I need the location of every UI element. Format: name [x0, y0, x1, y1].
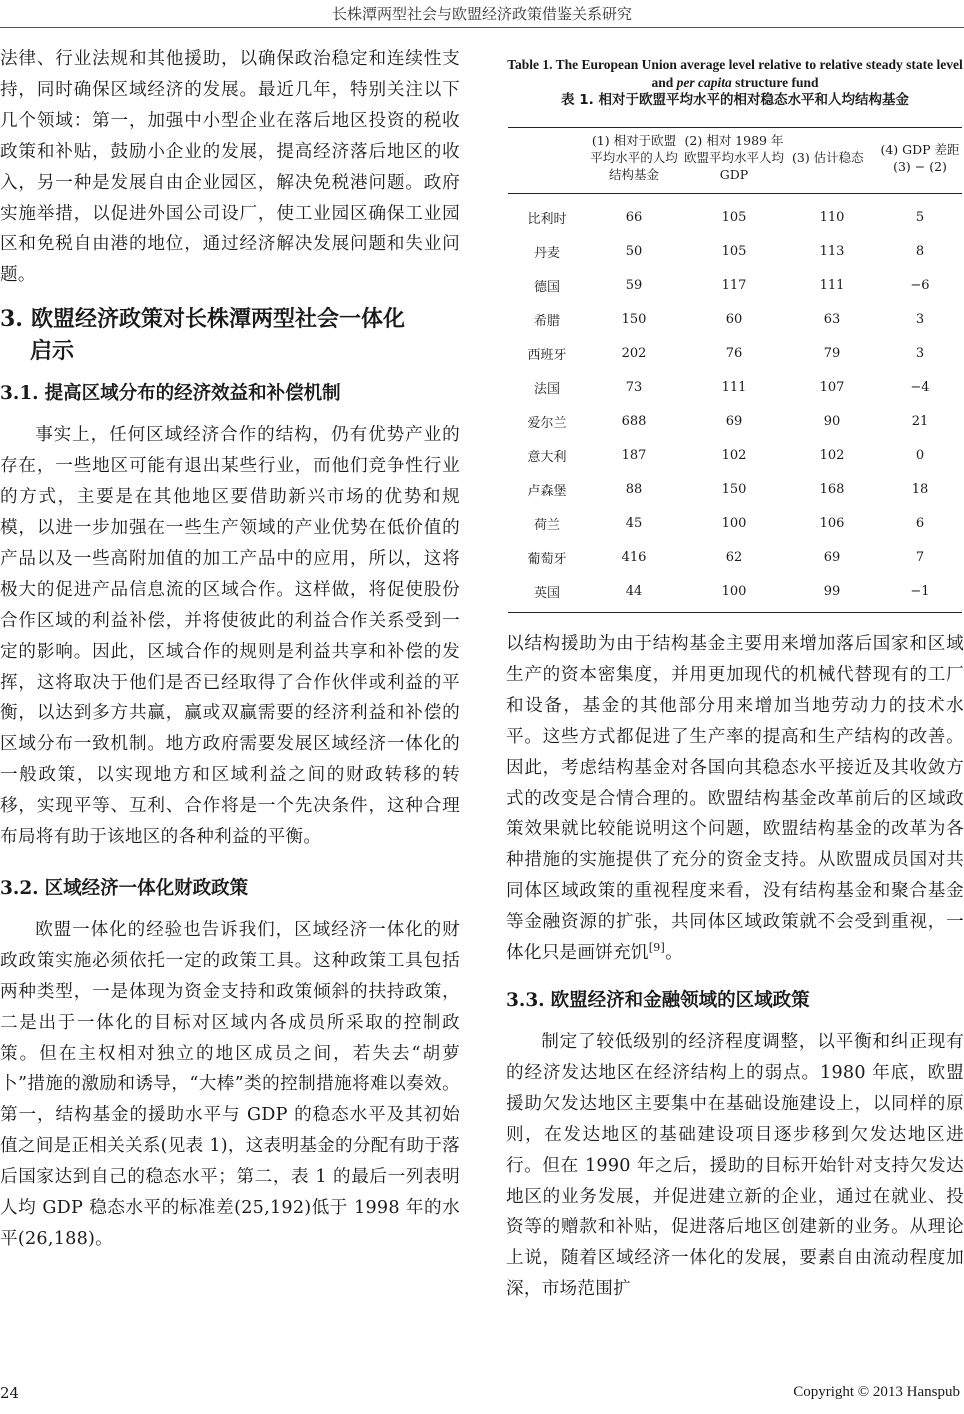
table-row — [508, 404, 962, 438]
cell-c3: 106 — [819, 515, 845, 531]
cell-country: 希腊 — [533, 313, 560, 329]
cell-c4: −4 — [910, 379, 930, 395]
citation: [9] — [648, 941, 666, 955]
cell-c4: 5 — [915, 209, 925, 225]
cell-c4: 6 — [915, 515, 925, 531]
cell-c2: 105 — [721, 209, 747, 225]
cell-country: 德国 — [533, 279, 560, 295]
cell-country: 英国 — [508, 574, 586, 613]
cell-c2: 62 — [725, 549, 743, 565]
cell-country: 爱尔兰 — [527, 415, 567, 431]
cell-c3: 99 — [786, 574, 878, 613]
section-3-heading — [0, 303, 460, 368]
cell-c1: 187 — [621, 447, 647, 463]
paragraph-after-table: 以结构援助为由于结构基金主要用来增加落后国家和区域生产的资本密集度，并用更加现代的机械代替现有的工厂和设备，基金的其他部分用来增加当地劳动力的技术水平。这些方式都促进了生产率的提高和生产结构的改善。因此，考虑结构基金对各国向其稳态水平接近及其收敛方式的改变是合情合理的。欧盟结构基金改革前后的区域政策效果就比较能说明这个问题，欧盟结构基金的改革为各种措施的实施提供了充分的资金支持。从欧盟成员国对共同体区域政策的重视程度来看，没有结构基金和聚合基金等金融资源的扩张，共同体区域政策就不会受到重视，一体化只是画饼充饥[9]。 — [506, 634, 964, 964]
cell-country: 卢森堡 — [527, 483, 567, 499]
table-row — [508, 574, 962, 613]
cell-country: 葡萄牙 — [527, 551, 567, 567]
data-table — [508, 127, 962, 613]
cell-c2: 69 — [725, 413, 743, 429]
table-row — [508, 506, 962, 540]
cell-c3: 107 — [819, 379, 845, 395]
cell-c2: 100 — [721, 515, 747, 531]
paragraph-continued: 法律、行业法规和其他援助，以确保政治稳定和连续性支持，同时确保区域经济的发展。最近几年，特别关注以下几个领域：第一，加强中小型企业在落后地区投资的税收政策和补贴，鼓励小企业的发展，提高经济落后地区的收入，另一种是发展自由企业园区，解决免税港问题。政府实施举措，以促进外国公司设厂，使工业园区确保工业园区和免税自由港的地位，通过经济解决发展问题和失业问题。 — [0, 49, 460, 286]
table-row — [508, 540, 962, 574]
cell-c4: 21 — [911, 413, 929, 429]
cell-country: 丹麦 — [533, 245, 560, 261]
section-3-2-number: 3.2. — [0, 877, 39, 899]
caption-italic: per capita — [676, 74, 732, 90]
cell-country: 西班牙 — [527, 347, 567, 363]
cell-c1: 45 — [625, 515, 643, 531]
cell-c2: 111 — [721, 379, 747, 395]
table-row — [508, 194, 962, 235]
header-rule — [0, 27, 964, 28]
cell-c2: 102 — [721, 447, 747, 463]
table-row — [508, 302, 962, 336]
cell-c4: −6 — [910, 277, 930, 293]
table-row — [508, 370, 962, 404]
cell-c2: 150 — [721, 481, 747, 497]
table-caption-cn: 表 1. 相对于欧盟平均水平的相对稳态水平和人均结构基金 — [561, 92, 909, 108]
paragraph-3-2: 欧盟一体化的经验也告诉我们，区域经济一体化的财政政策实施必须依托一定的政策工具。这种政策工具包括两种类型，一是体现为资金支持和政策倾斜的扶持政策，二是出于一体化的目标对区域内各成员所采取的控制政策。但在主权相对独立的地区成员之间，若失去“胡萝卜”措施的激励和诱导，“大棒”类的控制措施将难以奏效。第一，结构基金的援助水平与 GDP 的稳态水平及其初始值之间是正相关关系(见表 1)，这表明基金的分配有助于落后国家达到自己的稳态水平；第二，表 1 的最后一列表明人均 GDP 稳态水平的标准差(25,192)低于 1998 年的水平(26,188)。 — [0, 919, 460, 1249]
cell-c4: 0 — [915, 447, 925, 463]
section-3-title-line2: 启示 — [30, 339, 75, 365]
cell-c1: 88 — [625, 481, 643, 497]
section-3-3-number: 3.3. — [506, 989, 545, 1011]
cell-c3: 79 — [823, 345, 841, 361]
cell-c4: 8 — [915, 243, 925, 259]
header-col3: (3) 估计稳态 — [786, 128, 878, 194]
table-row — [508, 438, 962, 472]
cell-c3: 111 — [819, 277, 845, 293]
cell-c4: 18 — [911, 481, 929, 497]
cell-c4: 3 — [915, 345, 925, 361]
section-3-3-title: 欧盟经济和金融领域的区域政策 — [550, 989, 810, 1011]
cell-c1: 50 — [625, 243, 643, 259]
section-3-2-heading — [0, 875, 460, 903]
cell-c3: 63 — [823, 311, 841, 327]
cell-c3: 90 — [823, 413, 841, 429]
section-3-title-line1: 欧盟经济政策对长株潭两型社会一体化 — [30, 307, 405, 333]
running-head: 长株潭两型社会与欧盟经济政策借鉴关系研究 — [331, 5, 632, 23]
section-3-3-heading — [506, 987, 964, 1015]
paragraph-3-1: 事实上，任何区域经济合作的结构，仍有优势产业的存在，一些地区可能有退出某些行业，而他们竞争性行业的方式，主要是在其他地区要借助新兴市场的优势和规模，以进一步加强在一些生产领域的产业优势在低价值的产品以及一些高附加值的加工产品中的应用，所以，这将极大的促进产品信息流的区域合作。这样做，将促使股份合作区域的利益补偿，并将使彼此的利益合作关系受到一定的影响。因此，区域合作的规则是利益共享和补偿的发挥，这将取决于他们是否已经取得了合作伙伴或利益的平衡，以达到多方共赢，赢或双赢需要的经济利益和补偿的区域分布一致机制。地方政府需要发展区域经济一体化的一般政策，以实现地方和区域利益之间的财政转移的转移，实现平等、互利、合作将是一个先决条件，这种合理布局将有助于该地区的各种利益的平衡。 — [0, 425, 460, 848]
cell-c1: 202 — [621, 345, 647, 361]
paragraph-3-3: 制定了较低级别的经济程度调整，以平衡和纠正现有的经济发达地区在经济结构上的弱点。1980 年底，欧盟援助欠发达地区主要集中在基础设施建设上，以同样的原则，在发达地区的基础建设项目逐步移到欠发达地区进行。但在 1990 年之后，援助的目标开始针对支持欠发达地区的业务发展，并促进建立新的企业，通过在就业、投资等的赠款和补贴，促进落后地区创建新的业务。从理论上说，随着区域经济一体化的发展，要素自由流动程度加深，市场范围扩 — [506, 1031, 964, 1300]
cell-c1: 688 — [621, 413, 647, 429]
cell-c1: 66 — [625, 209, 643, 225]
table-row — [508, 268, 962, 302]
cell-c1: 150 — [621, 311, 647, 327]
cell-country: 比利时 — [527, 211, 567, 227]
table-header-row — [508, 128, 962, 194]
left-column — [0, 44, 460, 1255]
section-3-1-number: 3.1. — [0, 383, 39, 405]
header-col2: (2) 相对 1989 年欧盟平均水平人均 GDP — [682, 128, 786, 194]
table-caption-en: Table 1. The European Union average level relative to relative steady state level and per capita structure fund — [507, 57, 963, 90]
cell-c1: 59 — [625, 277, 643, 293]
page-number: 24 — [0, 1384, 20, 1402]
cell-c3: 110 — [819, 209, 845, 225]
copyright: Copyright © 2013 Hanspub — [793, 1384, 960, 1400]
cell-c1: 44 — [586, 574, 682, 613]
cell-c2: 117 — [721, 277, 747, 293]
section-3-1-title: 提高区域分布的经济效益和补偿机制 — [44, 383, 341, 405]
header-col4: (4) GDP 差距 (3) − (2) — [878, 128, 962, 194]
table-row — [508, 234, 962, 268]
cell-c4: 7 — [915, 549, 925, 565]
header-country — [508, 128, 586, 194]
section-3-2-title: 区域经济一体化财政政策 — [44, 877, 249, 899]
cell-c4: −1 — [878, 574, 962, 613]
header-col1: (1) 相对于欧盟平均水平的人均结构基金 — [586, 128, 682, 194]
section-3-1-heading — [0, 380, 460, 408]
cell-c2: 105 — [721, 243, 747, 259]
cell-country: 意大利 — [527, 449, 567, 465]
cell-c3: 69 — [823, 549, 841, 565]
cell-c3: 113 — [819, 243, 845, 259]
cell-c1: 416 — [621, 549, 647, 565]
cell-c2: 100 — [682, 574, 786, 613]
cell-c4: 3 — [915, 311, 925, 327]
cell-c2: 60 — [725, 311, 743, 327]
table-row — [508, 472, 962, 506]
cell-country: 法国 — [533, 381, 560, 397]
cell-c2: 76 — [725, 345, 743, 361]
cell-c3: 168 — [819, 481, 845, 497]
right-column — [506, 44, 964, 1305]
section-3-number: 3. — [0, 306, 23, 333]
cell-country: 荷兰 — [533, 517, 560, 533]
cell-c1: 73 — [625, 379, 643, 395]
cell-c3: 102 — [819, 447, 845, 463]
table-row — [508, 336, 962, 370]
